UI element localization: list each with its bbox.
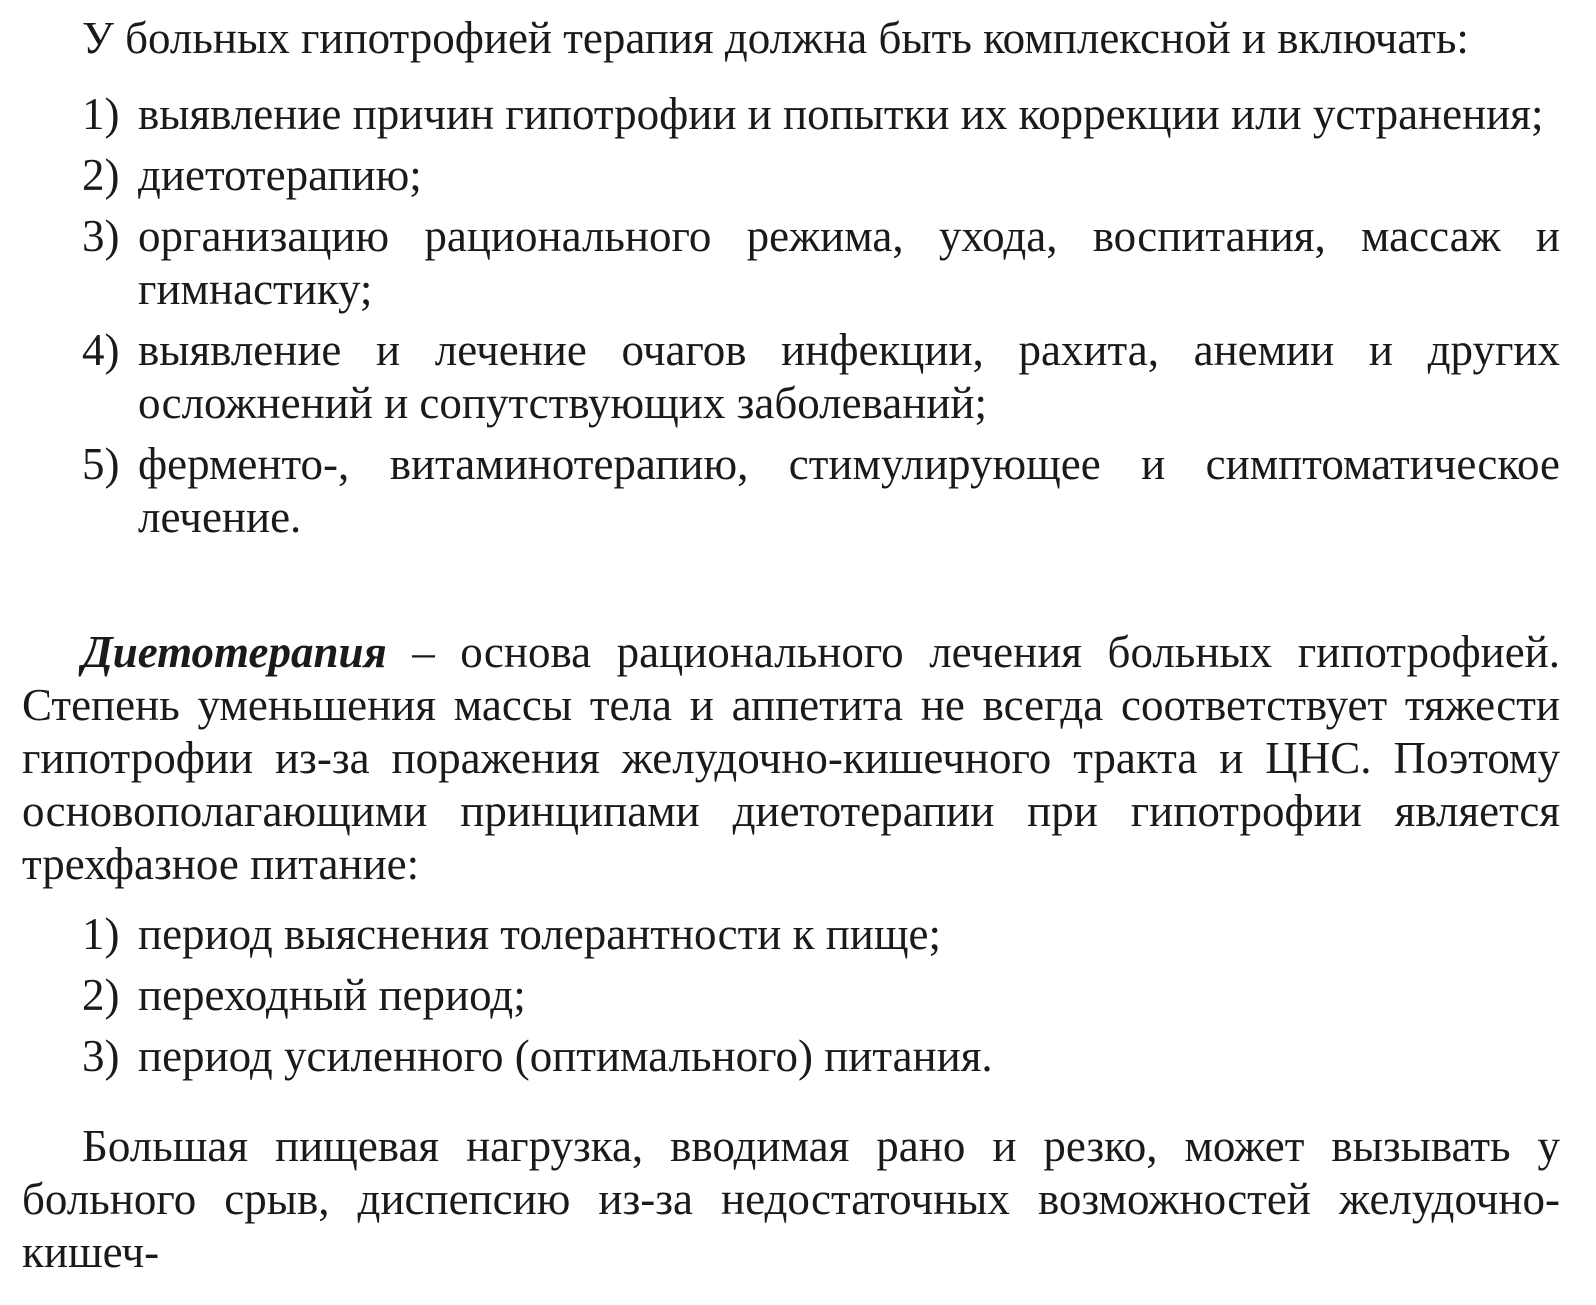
list-item <box>0 210 1560 316</box>
list-item-text: ферменто-, витаминотерапию, стимулирующее и симптоматическое лечение. <box>138 439 1560 542</box>
diet-therapy-text: – основа рационального лечения больных гипотрофией. Степень уменьшения массы тела и аппетита не всегда соответствует тяжести гипотрофии из-за поражения желудочно-кишечного тракта и ЦНС. Поэтому основополагающими принципами диетотерапии при гипотрофии является трехфазное питание: <box>22 627 1560 889</box>
list-item-text: организацию рационального режима, ухода, воспитания, массаж и гимнастику; <box>138 211 1560 314</box>
list-item <box>0 149 1560 202</box>
therapy-list <box>0 88 1560 552</box>
list-item-text: период выяснения толерантности к пище; <box>138 909 942 959</box>
list-item <box>0 324 1560 430</box>
list-item <box>0 908 1560 961</box>
diet-therapy-paragraph <box>22 626 1560 891</box>
list-item <box>0 969 1560 1022</box>
list-item-number: 2) <box>82 970 120 1020</box>
list-item-number: 1) <box>82 89 120 139</box>
list-item-number: 4) <box>82 325 120 375</box>
list-item-text: выявление причин гипотрофии и попытки их коррекции или устранения; <box>138 89 1544 139</box>
nutrition-phases-list <box>0 908 1560 1091</box>
list-item-text: переходный период; <box>138 970 526 1020</box>
list-item <box>0 88 1560 141</box>
list-item-text: период усиленного (оптимального) питания. <box>138 1031 993 1081</box>
intro-paragraph: У больных гипотрофией терапия должна быть комплексной и включать: <box>82 13 1469 63</box>
list-item <box>0 438 1560 544</box>
list-item-number: 1) <box>82 909 120 959</box>
list-item <box>0 1030 1560 1083</box>
list-item-text: диетотерапию; <box>138 150 422 200</box>
list-item-number: 5) <box>82 439 120 489</box>
list-item-number: 3) <box>82 1031 120 1081</box>
list-item-text: выявление и лечение очагов инфекции, рахита, анемии и других осложнений и сопутствующих заболеваний; <box>138 325 1560 428</box>
list-item-number: 3) <box>82 211 120 261</box>
diet-therapy-term: Диетотерапия <box>82 627 387 677</box>
list-item-number: 2) <box>82 150 120 200</box>
load-paragraph: Большая пищевая нагрузка, вводимая рано и резко, может вызывать у больного срыв, диспепсию из-за недостаточных возможностей желудочно-кишеч- <box>22 1121 1560 1277</box>
